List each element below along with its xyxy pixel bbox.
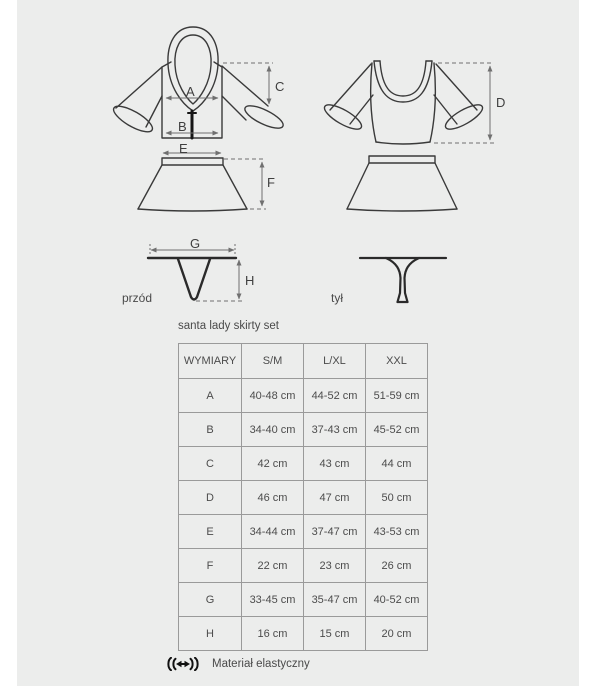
stretch-elastic-icon bbox=[163, 657, 203, 671]
row-label: E bbox=[179, 515, 242, 549]
size-cell: 34-40 cm bbox=[242, 413, 304, 447]
row-label: H bbox=[179, 617, 242, 651]
back-view-label: tył bbox=[331, 291, 343, 305]
size-cell: 35-47 cm bbox=[304, 583, 366, 617]
row-label: F bbox=[179, 549, 242, 583]
size-cell: 46 cm bbox=[242, 481, 304, 515]
dimension-lines bbox=[150, 63, 494, 301]
skirt-back-drawing bbox=[347, 156, 457, 211]
table-row bbox=[179, 617, 428, 651]
size-cell: 44 cm bbox=[366, 447, 428, 481]
material-note bbox=[163, 657, 310, 671]
dimension-label-f: F bbox=[267, 175, 275, 190]
dimension-label-g: G bbox=[190, 236, 201, 251]
size-cell: 40-48 cm bbox=[242, 379, 304, 413]
size-cell: 44-52 cm bbox=[304, 379, 366, 413]
column-header-sm: S/M bbox=[242, 344, 304, 379]
dimension-label-a: A bbox=[186, 84, 195, 99]
size-cell: 37-47 cm bbox=[304, 515, 366, 549]
row-label: C bbox=[179, 447, 242, 481]
size-cell: 37-43 cm bbox=[304, 413, 366, 447]
dimension-label-b: B bbox=[178, 119, 187, 134]
material-note-text: Materiał elastyczny bbox=[212, 658, 310, 670]
column-header-xxl: XXL bbox=[366, 344, 428, 379]
jacket-front-drawing bbox=[110, 27, 286, 138]
size-cell: 43 cm bbox=[304, 447, 366, 481]
product-title: santa lady skirty set bbox=[178, 320, 279, 332]
size-cell: 40-52 cm bbox=[366, 583, 428, 617]
size-cell: 42 cm bbox=[242, 447, 304, 481]
front-view-label: przód bbox=[122, 291, 153, 305]
size-cell: 23 cm bbox=[304, 549, 366, 583]
size-cell: 47 cm bbox=[304, 481, 366, 515]
size-cell: 16 cm bbox=[242, 617, 304, 651]
row-label: B bbox=[179, 413, 242, 447]
table-row bbox=[179, 379, 428, 413]
top-back-drawing bbox=[321, 61, 485, 144]
column-header-dimensions: WYMIARY bbox=[179, 344, 242, 379]
table-row bbox=[179, 549, 428, 583]
table-row bbox=[179, 447, 428, 481]
thong-front-drawing bbox=[148, 258, 236, 300]
table-row bbox=[179, 481, 428, 515]
size-table bbox=[178, 343, 428, 651]
table-row bbox=[179, 413, 428, 447]
size-cell: 15 cm bbox=[304, 617, 366, 651]
thong-back-drawing bbox=[360, 258, 446, 302]
size-cell: 43-53 cm bbox=[366, 515, 428, 549]
dimension-label-h: H bbox=[245, 273, 255, 288]
dimension-label-c: C bbox=[275, 79, 285, 94]
row-label: G bbox=[179, 583, 242, 617]
skirt-front-drawing bbox=[138, 158, 247, 211]
size-cell: 34-44 cm bbox=[242, 515, 304, 549]
size-cell: 50 cm bbox=[366, 481, 428, 515]
size-cell: 20 cm bbox=[366, 617, 428, 651]
size-cell: 51-59 cm bbox=[366, 379, 428, 413]
size-cell: 33-45 cm bbox=[242, 583, 304, 617]
column-header-lxl: L/XL bbox=[304, 344, 366, 379]
table-row bbox=[179, 583, 428, 617]
size-cell: 26 cm bbox=[366, 549, 428, 583]
size-cell: 45-52 cm bbox=[366, 413, 428, 447]
row-label: A bbox=[179, 379, 242, 413]
garment-diagrams bbox=[0, 0, 600, 320]
dimension-label-e: E bbox=[179, 141, 188, 156]
header-row bbox=[179, 344, 428, 379]
table-row bbox=[179, 515, 428, 549]
technical-drawing-svg bbox=[0, 0, 600, 320]
row-label: D bbox=[179, 481, 242, 515]
size-cell: 22 cm bbox=[242, 549, 304, 583]
dimension-label-d: D bbox=[496, 95, 506, 110]
